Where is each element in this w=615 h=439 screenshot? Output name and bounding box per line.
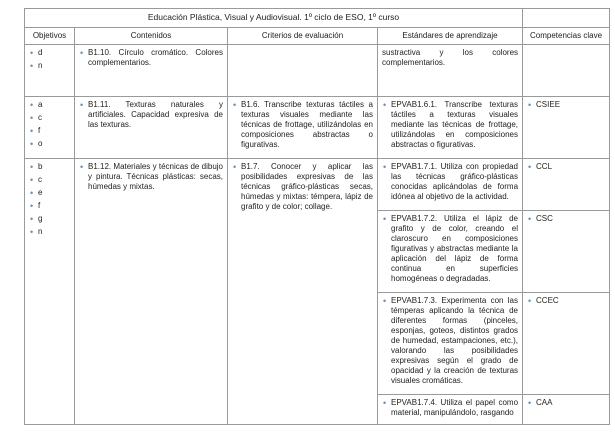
contenido-text: • B1.11. Texturas naturales y artificiales. Capacidad expresiva de las texturas. bbox=[79, 100, 223, 130]
objetivos-cell bbox=[25, 159, 75, 425]
contenidos-cell bbox=[75, 159, 228, 425]
competencia-label: • CCEC bbox=[527, 296, 605, 306]
objetivo-item: • b bbox=[29, 162, 70, 175]
table-title-row bbox=[25, 9, 610, 28]
objetivo-item: • a bbox=[29, 100, 70, 113]
estandar-text: • EPVAB1.7.3. Experimenta con las témperas aplicando la técnica de diferentes formas (pinceles, esponjas, goteos, distintos grados de humedad, estampaciones, etc.), valorando las posibilidades expresivas según el grado de opacidad y la creación de texturas visuales cromáticas. bbox=[382, 296, 518, 386]
estandar-text: sustractiva y los colores complementarios. bbox=[382, 48, 519, 67]
estandar-cell bbox=[378, 293, 523, 395]
objetivo-item: • n bbox=[29, 227, 70, 240]
objetivo-item: • e bbox=[29, 188, 70, 201]
objetivo-item: • n bbox=[29, 61, 70, 74]
table-row bbox=[25, 45, 610, 97]
objetivo-item: • c bbox=[29, 113, 70, 126]
criterios-cell bbox=[228, 45, 378, 97]
contenido-text: • B1.10. Círculo cromático. Colores complementarios. bbox=[79, 48, 223, 68]
estandar-text: • EPVAB1.6.1. Transcribe texturas táctiles a texturas visuales mediante las técnicas de frottage, utilizándolas en composiciones abstractas o figurativas. bbox=[382, 100, 518, 150]
objetivo-item: • f bbox=[29, 126, 70, 139]
competencia-label: • CSC bbox=[527, 214, 605, 224]
estandar-cell bbox=[378, 45, 523, 97]
objetivo-item: • c bbox=[29, 175, 70, 188]
estandar-cell bbox=[378, 395, 523, 425]
objetivos-cell bbox=[25, 45, 75, 97]
estandar-cell bbox=[378, 211, 523, 293]
estandar-text: • EPVAB1.7.4. Utiliza el papel como material, manipulándolo, rasgando bbox=[382, 398, 518, 418]
competencia-cell bbox=[523, 293, 610, 395]
criterio-text: • B1.6. Transcribe texturas táctiles a texturas visuales mediante las técnicas de frottage, utilizándolas en composiciones abstractas o figurativas. bbox=[232, 100, 373, 150]
criterio-text: • B1.7. Conocer y aplicar las posibilidades expresivas de las técnicas gráfico-plásticas secas, húmedas y mixtas: témpera, lápiz de grafito y de color; collage. bbox=[232, 162, 373, 212]
contenidos-cell bbox=[75, 97, 228, 159]
competencia-cell bbox=[523, 395, 610, 425]
objetivo-item: • f bbox=[29, 201, 70, 214]
column-header-row bbox=[25, 28, 610, 45]
header-competencias: Competencias clave bbox=[523, 28, 610, 45]
table-row bbox=[25, 97, 610, 159]
estandar-text: • EPVAB1.7.1. Utiliza con propiedad las técnicas gráfico-plásticas conocidas aplicándolas de forma idónea al objetivo de la actividad. bbox=[382, 162, 518, 202]
competencia-cell bbox=[523, 159, 610, 211]
header-objetivos: Objetivos bbox=[25, 28, 75, 45]
objetivo-item: • d bbox=[29, 48, 70, 61]
objetivo-item: • g bbox=[29, 214, 70, 227]
estandar-cell bbox=[378, 159, 523, 211]
table-title: Educación Plástica, Visual y Audiovisual. 1º ciclo de ESO, 1º curso bbox=[25, 9, 523, 28]
contenidos-cell bbox=[75, 45, 228, 97]
contenido-text: • B1.12. Materiales y técnicas de dibujo y pintura. Técnicas plásticas: secas, húmedas y mixtas. bbox=[79, 162, 223, 192]
criterios-cell bbox=[228, 97, 378, 159]
criterios-cell bbox=[228, 159, 378, 425]
competencia-label: • CCL bbox=[527, 162, 605, 172]
table-row bbox=[25, 159, 610, 211]
competencia-label: • CSIEE bbox=[527, 100, 605, 110]
estandar-text: • EPVAB1.7.2. Utiliza el lápiz de grafito y de color, creando el claroscuro en composiciones figurativas y abstractas mediante la aplicación del lápiz de forma continua en superficies homogéneas o degradadas. bbox=[382, 214, 518, 284]
competencia-label: • CAA bbox=[527, 398, 605, 408]
header-criterios: Criterios de evaluación bbox=[228, 28, 378, 45]
header-contenidos: Contenidos bbox=[75, 28, 228, 45]
curriculum-table bbox=[24, 8, 610, 425]
title-blank-cell bbox=[523, 9, 610, 28]
competencia-cell bbox=[523, 45, 610, 97]
competencia-cell bbox=[523, 97, 610, 159]
header-estandares: Estándares de aprendizaje bbox=[378, 28, 523, 45]
estandar-cell bbox=[378, 97, 523, 159]
objetivo-item: • o bbox=[29, 139, 70, 152]
objetivos-cell bbox=[25, 97, 75, 159]
competencia-cell bbox=[523, 211, 610, 293]
